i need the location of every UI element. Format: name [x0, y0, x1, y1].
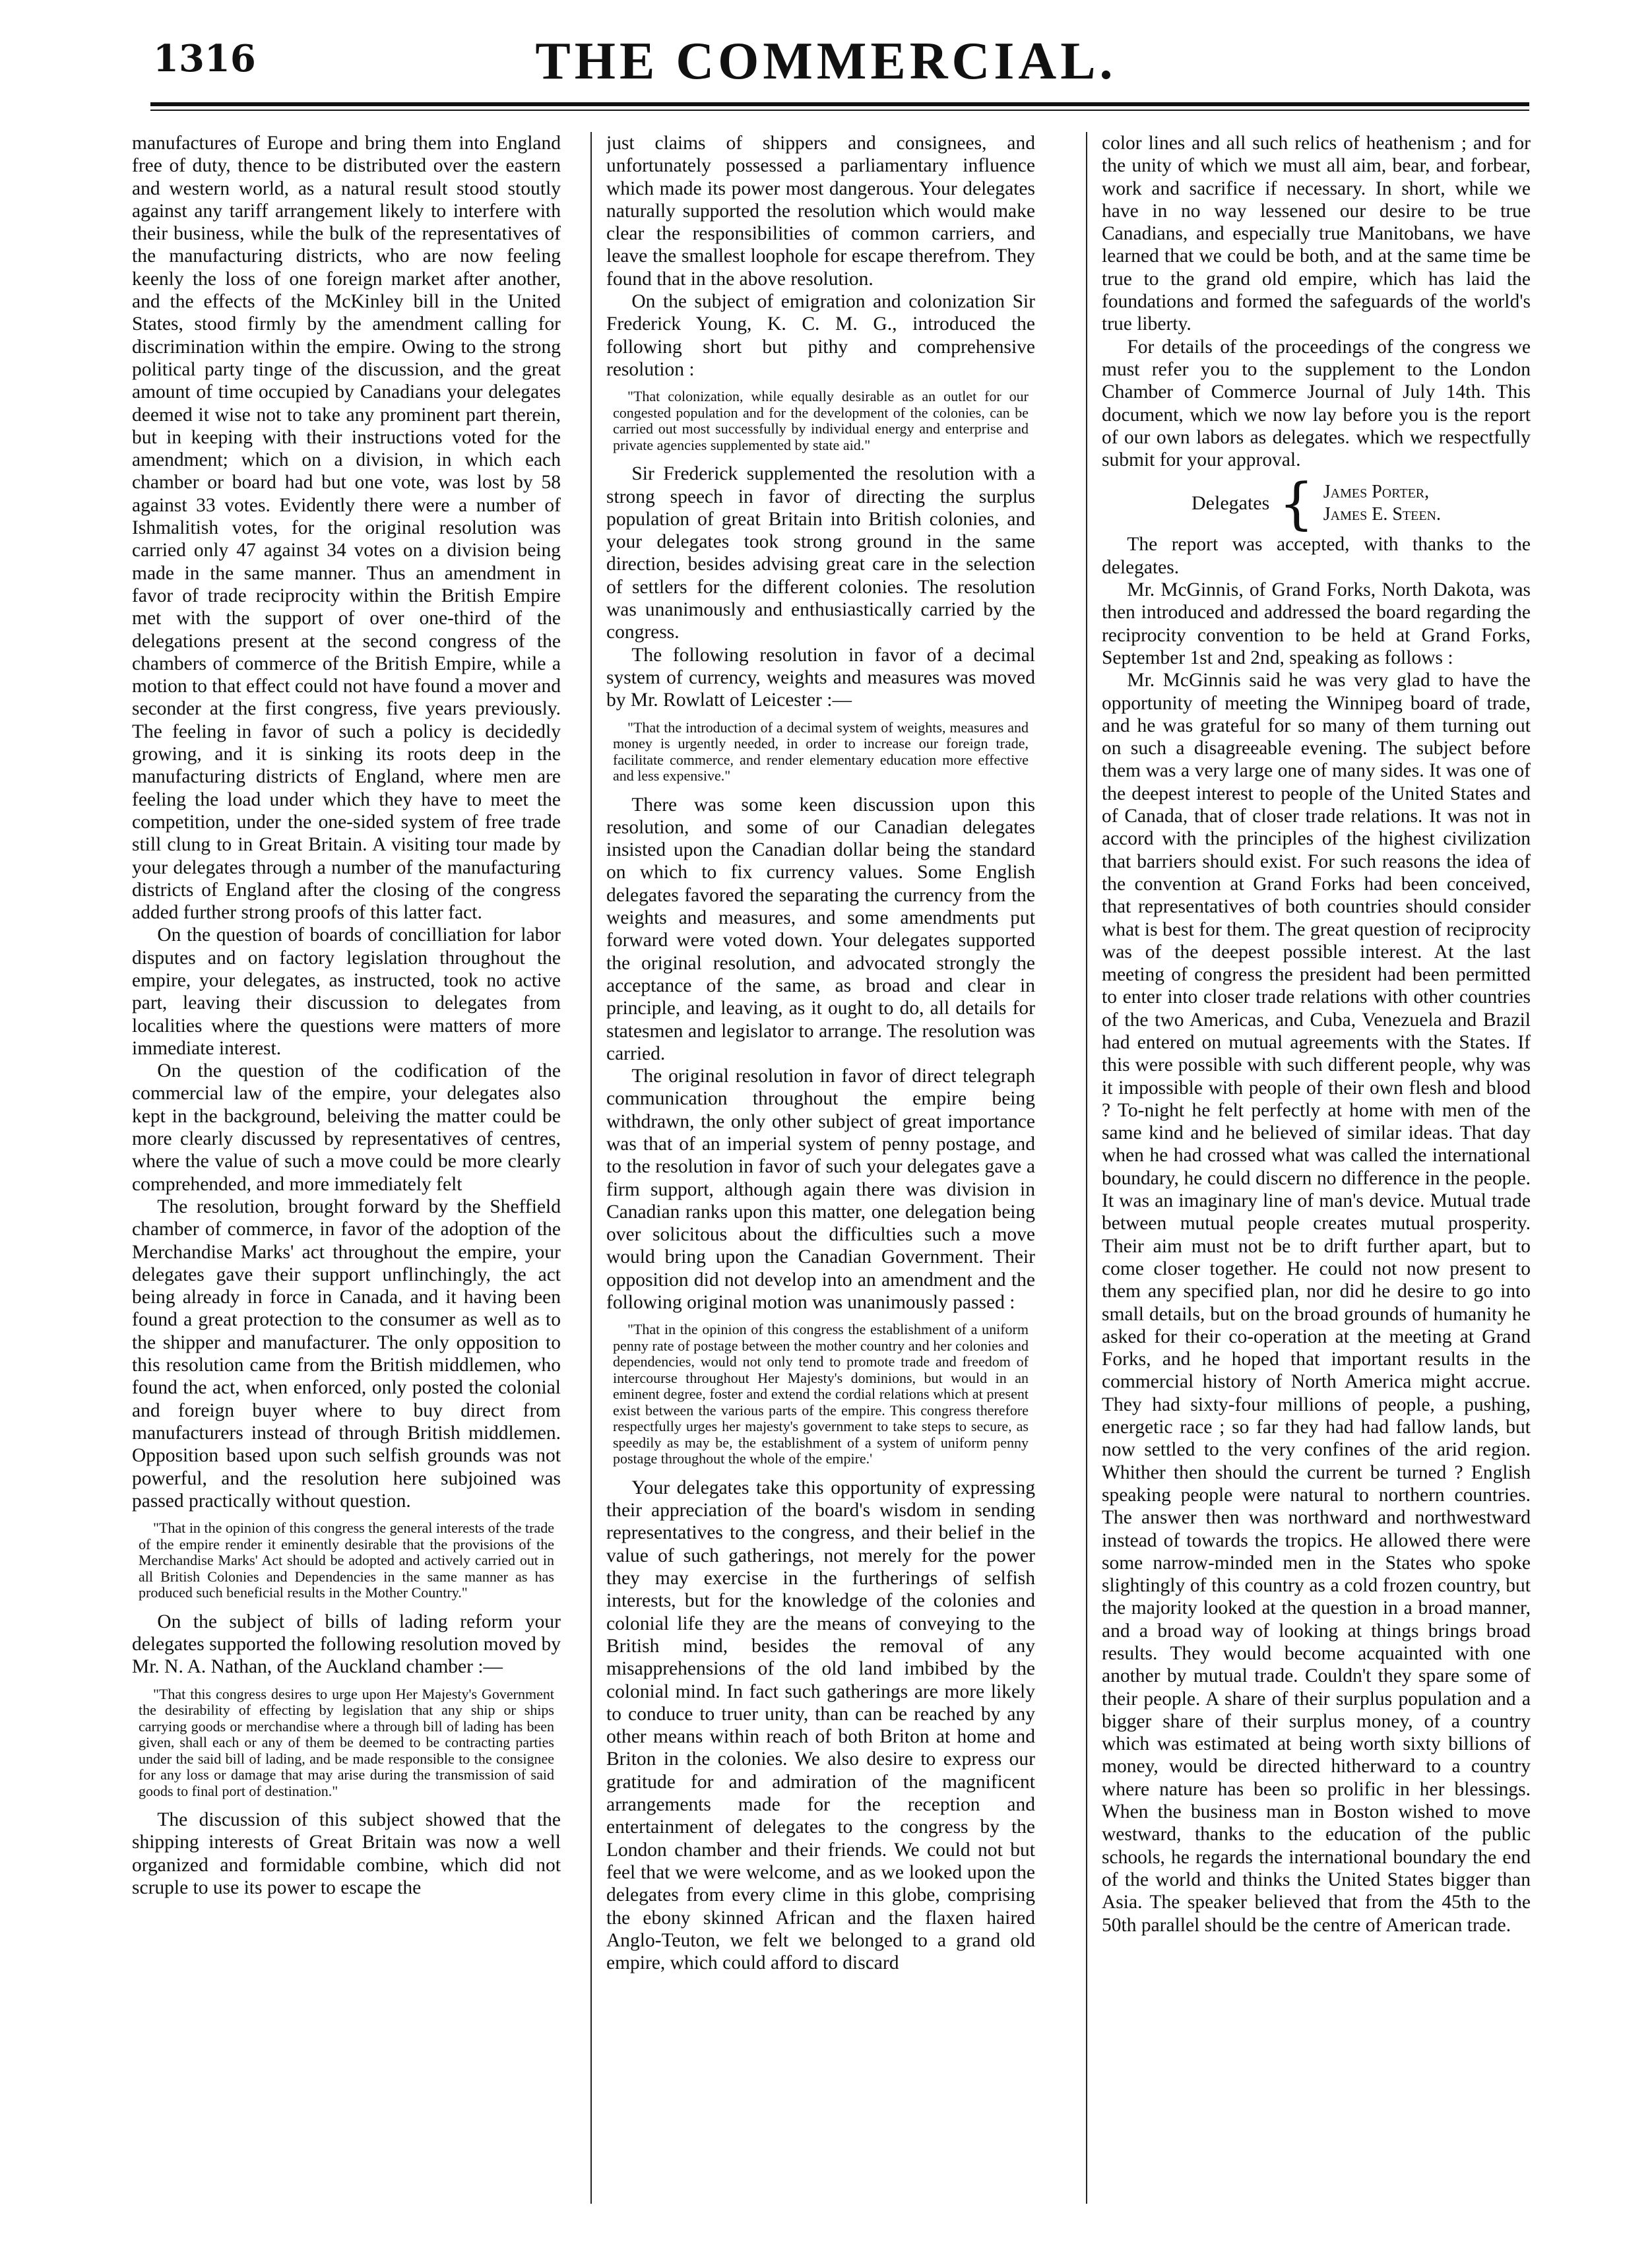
paragraph: Sir Frederick supplemented the resolution with a strong speech in favor of directing the surplus population of great Britain into British colonies, and your delegates took strong ground in the same direction, besides advising great care in the selection of settlers for the different colonies. The resolution was unanimously and enthusiastically carried by the congress.	[606, 463, 1035, 643]
column-divider	[1086, 132, 1087, 2204]
paragraph: On the subject of emigration and colonization Sir Frederick Young, K. C. M. G., introduced the following short but pithy and comprehensive resolution :	[606, 291, 1035, 380]
header-rule-thin	[150, 110, 1529, 111]
resolution-quote: "That the introduction of a decimal system of weights, measures and money is urgently needed, in order to increase our foreign trade, facilitate commerce, and render elementary education more effective and less expensive."	[613, 719, 1029, 785]
delegate-name: James Porter,	[1323, 482, 1430, 503]
paragraph: On the question of the codification of the commercial law of the empire, your delegates also kept in the background, beleiving the matter could be more clearly discussed by representatives of centres, where the value of such a move could be more clearly comprehended, and more immediately felt	[132, 1060, 561, 1195]
paragraph: On the subject of bills of lading reform your delegates supported the following resolution moved by Mr. N. A. Nathan, of the Auckland chamber :—	[132, 1611, 561, 1678]
page-header	[0, 0, 1652, 115]
paragraph: Mr. McGinnis said he was very glad to have the opportunity of meeting the Winnipeg board of trade, and he was grateful for so many of them turning out on such a disagreeable evening. The subject before them was a very large one of many sides. It was one of the deepest interest to people of the United States and of Canada, that of closer trade relations. It was not in accord with the principles of the highest civilization that barriers should exist. For such reasons the idea of the convention at Grand Forks had been conceived, that representatives of both countries should consider what is best for them. The great question of reciprocity was of the deepest possible interest. At the last meeting of congress the president had been permitted to enter into closer trade relations with other countries of the two Americas, and Cuba, Venezuela and Brazil had entered on mutual agreements with the States. If this were possible with such different people, why was it impossible with people of their own flesh and blood ? To-night he felt perfectly at home with men of the same kind and he believed of similar ideas. That day when he had crossed what was called the international boundary, he could discern no difference in the people. It was an imaginary line of man's device. Mutual trade between mutual people creates mutual prosperity. Their aim must not be to drift further apart, but to come closer together. He could not now present to them any specified plan, nor did he desire to go into small details, but on the broad grounds of humanity he asked for their co-operation at the meeting at Grand Forks, and he hoped that important results in the commercial history of North America might accrue. They had sixty-four millions of people, a pushing, energetic race ; so far they had had fallow lands, but now settled to the very confines of the arid region. Whither then should the current be turned ? English speaking people were natural to northern countries. The answer then was northward and northwestward instead of towards the tropics. He allowed there were some narrow-minded men in the States who spoke slightingly of this country as a cold frozen country, but the majority looked at the question in a broad manner, and a broad way of looking at things brings broad results. They would become acquainted with one another by mutual trade. Couldn't they spare some of their people. A share of their surplus population and a bigger share of their surplus money, of a country which was estimated at being worth sixty billions of money, would be directed hitherward to a country where nature has been so prolific in her blessings. When the business man in Boston wished to move westward, thanks to the education of the public schools, he regards the international boundary the end of the world and thinks the United States bigger than Asia. The speaker believed that from the 45th to the 50th parallel should be the centre of American trade.	[1102, 670, 1531, 1936]
paragraph: color lines and all such relics of heathenism ; and for the unity of which we must all aim, bear, and forbear, work and sacrifice if necessary. In short, while we have in no way lessened our desire to be true Canadians, and especially true Manitobans, we have learned that we could be both, and at the same time be true to the grand old empire, which has laid the foundations and formed the safeguards of the world's true liberty.	[1102, 133, 1531, 335]
paragraph: There was some keen discussion upon this resolution, and some of our Canadian delegates insisted upon the Canadian dollar being the standard on which to fix currency values. Some English delegates favored the separating the currency from the weights and measures, and some amendments put forward were voted down. Your delegates supported the original resolution, and advocated strongly the acceptance of the same, as broad and clear in principle, and leaving, as it ought to do, all details for statesmen and legislator to arrange. The resolution was carried.	[606, 794, 1035, 1064]
paragraph: The following resolution in favor of a decimal system of currency, weights and measures was moved by Mr. Rowlatt of Leicester :—	[606, 644, 1035, 711]
column-divider	[590, 132, 592, 2204]
resolution-quote: "That colonization, while equally desirable as an outlet for our congested population and for the development of the colonies, can be carried out most successfully by individual energy and enterprise and private agencies supplemented by state aid."	[613, 388, 1029, 453]
paragraph: just claims of shippers and consignees, and unfortunately possessed a parliamentary influence which made its power most dangerous. Your delegates naturally supported the resolution which would make clear the responsibilities of common carriers, and leave the smallest loophole for escape therefrom. They found that in the above resolution.	[606, 133, 1035, 290]
signature-label: Delegates	[1191, 492, 1270, 515]
signature-names	[1323, 481, 1441, 526]
paragraph: For details of the proceedings of the congress we must refer you to the supplement to the London Chamber of Commerce Journal of July 14th. This document, which we now lay before you is the report of our own labors as delegates. which we respectfully submit for your approval.	[1102, 336, 1531, 471]
delegates-signature	[1102, 471, 1531, 536]
resolution-quote: "That in the opinion of this congress the establishment of a uniform penny rate of postage between the mother country and her colonies and dependencies, would not only tend to promote trade and freedom of intercourse throughout Her Majesty's dominions, but would in an eminent degree, foster and extend the cordial relations which at present exist between the various parts of the empire. This congress therefore respectfully urges her majesty's government to take steps to secure, as speedily as may be, the establishment of a system of uniform penny postage throughout the whole of the empire.'	[613, 1321, 1029, 1467]
paragraph: Mr. McGinnis, of Grand Forks, North Dakota, was then introduced and addressed the board regarding the reciprocity convention to be held at Grand Forks, September 1st and 2nd, speaking as follows :	[1102, 579, 1531, 668]
paragraph: The original resolution in favor of direct telegraph communication throughout the empire being withdrawn, the only other subject of great importance was that of an imperial system of penny postage, and to the resolution in favor of such your delegates gave a firm support, although again there was division in Canadian ranks upon this matter, one delegation being over solicitous about the difficulties such a move would bring upon the Canadian Government. Their opposition did not develop into an amendment and the following original motion was unanimously passed :	[606, 1066, 1035, 1314]
masthead-title: THE COMMERCIAL.	[535, 32, 1117, 90]
paragraph: manufactures of Europe and bring them into England free of duty, thence to be distributed over the eastern and western world, as a natural result stood stoutly against any tariff arrangement likely to interfere with their business, while the bulk of the representatives of the manufacturing districts, who are now feeling keenly the loss of one foreign market after another, and the effects of the McKinley bill in the United States, stood firmly by the amendment calling for discrimination within the empire. Owing to the strong political party tinge of the discussion, and the great amount of time occupied by Canadians your delegates deemed it wise not to take any prominent part therein, but in keeping with their instructions voted for the amendment; which on a division, in which each chamber or board had but one vote, was lost by 58 against 33 votes. Evidently there were a number of Ishmalitish votes, for the original resolution was carried only 47 against 34 votes on a division being made in the same manner. Thus an amendment in favor of trade reciprocity within the British Empire met with the support of over one-third of the delegations present at the second congress of the chambers of commerce of the British Empire, while a motion to that effect could not have found a mover and seconder at the first congress, five years previously. The feeling in favor of such a policy is decidedly growing, and it is sinking its roots deep in the manufacturing districts of England, where men are feeling the load under which they have to meet the competition, under the one-sided system of free trade still clung to in Great Britain. A visiting tour made by your delegates through a number of the manufacturing districts of England after the closing of the congress added further strong proofs of this latter fact.	[132, 133, 561, 924]
paragraph: The resolution, brought forward by the Sheffield chamber of commerce, in favor of the adoption of the Merchandise Marks' act throughout the empire, your delegates gave their support unflinchingly, the act being already in force in Canada, and it having been found a great protection to the consumer as well as to the shipper and manufacturer. The only opposition to this resolution came from the British middlemen, who found the act, when enforced, only posted the colonial and foreign buyer where to buy direct from manufacturers instead of through British middlemen. Opposition based upon such selfish grounds was not powerful, and the resolution here subjoined was passed practically without question.	[132, 1196, 561, 1512]
page-number: 1316	[153, 37, 256, 80]
header-rule-thick	[150, 102, 1529, 106]
resolution-quote: "That in the opinion of this congress the general interests of the trade of the empire render it eminently desirable that the provisions of the Merchandise Marks' Act should be adopted and actively carried out in all British Colonies and Dependencies in the same manner as has produced such beneficial results in the Mother Country."	[139, 1520, 554, 1601]
column-1	[132, 132, 561, 2224]
resolution-quote: "That this congress desires to urge upon Her Majesty's Government the desirability of effecting by legislation that any ship or ships carrying goods or merchandise where a through bill of lading has been given, shall each or any of them be deemed to be contracting parties under the said bill of lading, and be made responsible to the consignee for any loss or damage that may arise during the transmission of said goods to final port of destination."	[139, 1685, 554, 1799]
paragraph: Your delegates take this opportunity of expressing their appreciation of the board's wisdom in sending representatives to the congress, and their belief in the value of such gatherings, not merely for the power they may exercise in the furtherings of selfish interests, but for the knowledge of the colonies and colonial life they are the means of conveying to the British mind, besides the removal of any misapprehensions of the old land imbibed by the colonial mind. In fact such gatherings are more likely to conduce to truer unity, than can be reached by any other means within reach of both Briton at home and Briton in the colonies. We also desire to express our gratitude for and admiration of the magnificent arrangements made for the reception and entertainment of delegates to the congress by the London chamber and their friends. We could not but feel that we were welcome, and as we looked upon the delegates from every clime in this globe, comprising the ebony skinned African and the flaxen haired Anglo-Teuton, we felt we belonged to a grand old empire, which could afford to discard	[606, 1477, 1035, 1974]
paragraph: The discussion of this subject showed that the shipping interests of Great Britain was now a well organized and formidable combine, which did not scruple to use its power to escape the	[132, 1809, 561, 1898]
paragraph: The report was accepted, with thanks to the delegates.	[1102, 534, 1531, 578]
brace-glyph: {	[1279, 471, 1314, 536]
delegate-name: James E. Steen.	[1323, 504, 1441, 525]
column-3	[1102, 132, 1531, 2224]
column-2	[606, 132, 1035, 2224]
paragraph: On the question of boards of concilliation for labor disputes and on factory legislation throughout the empire, your delegates, as instructed, took no active part, leaving their discussion to delegates from localities where the questions were matters of more immediate interest.	[132, 924, 561, 1059]
